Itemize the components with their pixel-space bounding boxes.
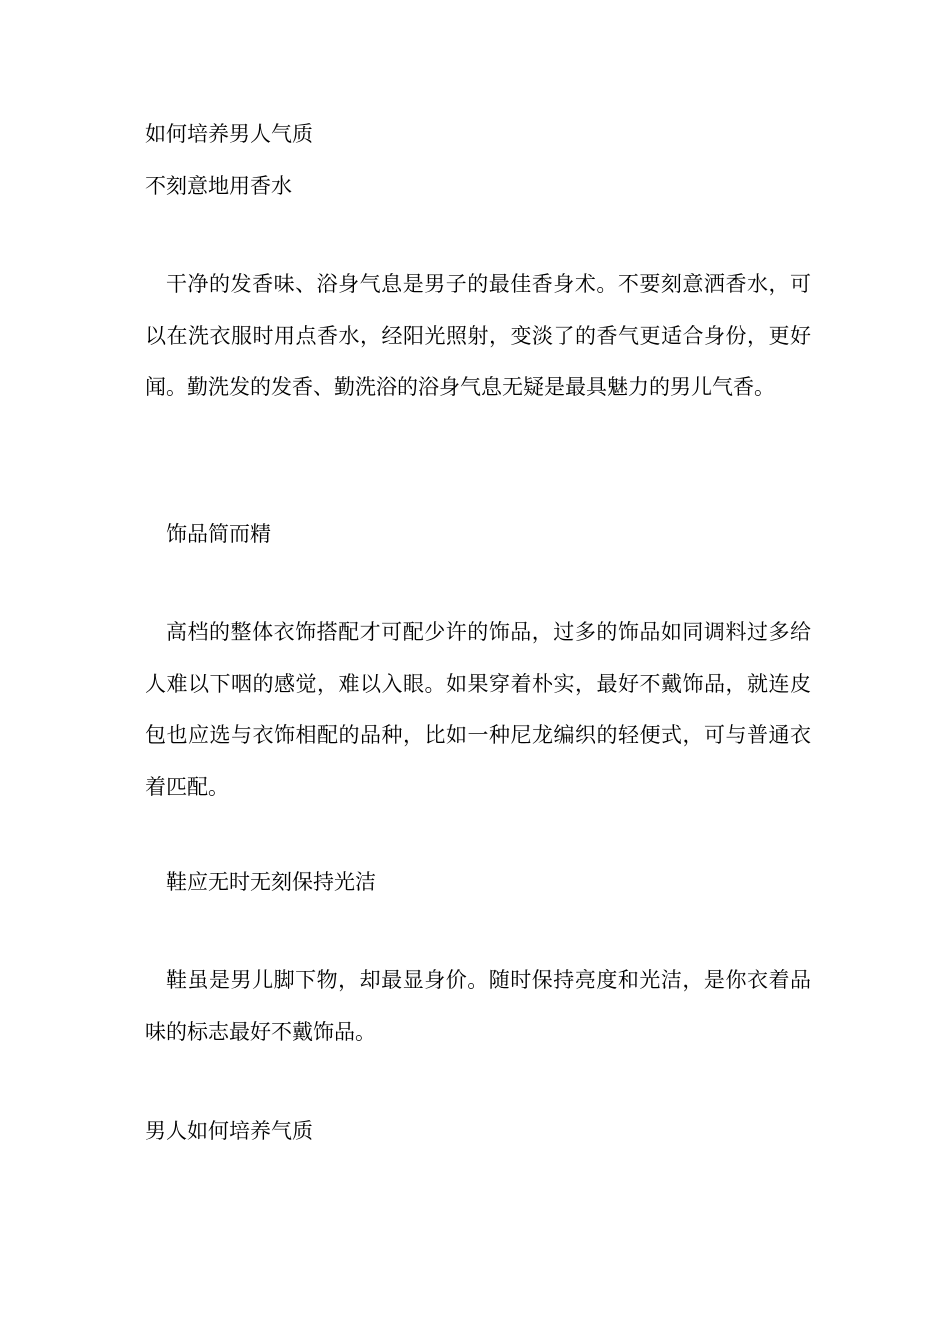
paragraph-accessories: 高档的整体衣饰搭配才可配少许的饰品，过多的饰品如同调料过多给人难以下咽的感觉，难以入眼。如果穿着朴实，最好不戴饰品，就连皮包也应选与衣饰相配的品种，比如一种尼龙编织的轻便式，可与普通衣着匹配。: [145, 620, 811, 799]
section-heading-shoes: 鞋应无时无刻保持光洁: [166, 870, 376, 894]
document-title: 如何培养男人气质: [145, 122, 313, 146]
section-heading-perfume: 不刻意地用香水: [145, 174, 292, 198]
section-heading-accessories: 饰品简而精: [166, 522, 271, 546]
footer-heading: 男人如何培养气质: [145, 1119, 313, 1143]
paragraph-perfume: 干净的发香味、浴身气息是男子的最佳香身术。不要刻意洒香水，可以在洗衣服时用点香水，经阳光照射，变淡了的香气更适合身份，更好闻。勤洗发的发香、勤洗浴的浴身气息无疑是最具魅力的男儿气香。: [145, 272, 811, 399]
paragraph-shoes: 鞋虽是男儿脚下物，却最显身价。随时保持亮度和光洁，是你衣着品味的标志最好不戴饰品。: [145, 968, 811, 1044]
